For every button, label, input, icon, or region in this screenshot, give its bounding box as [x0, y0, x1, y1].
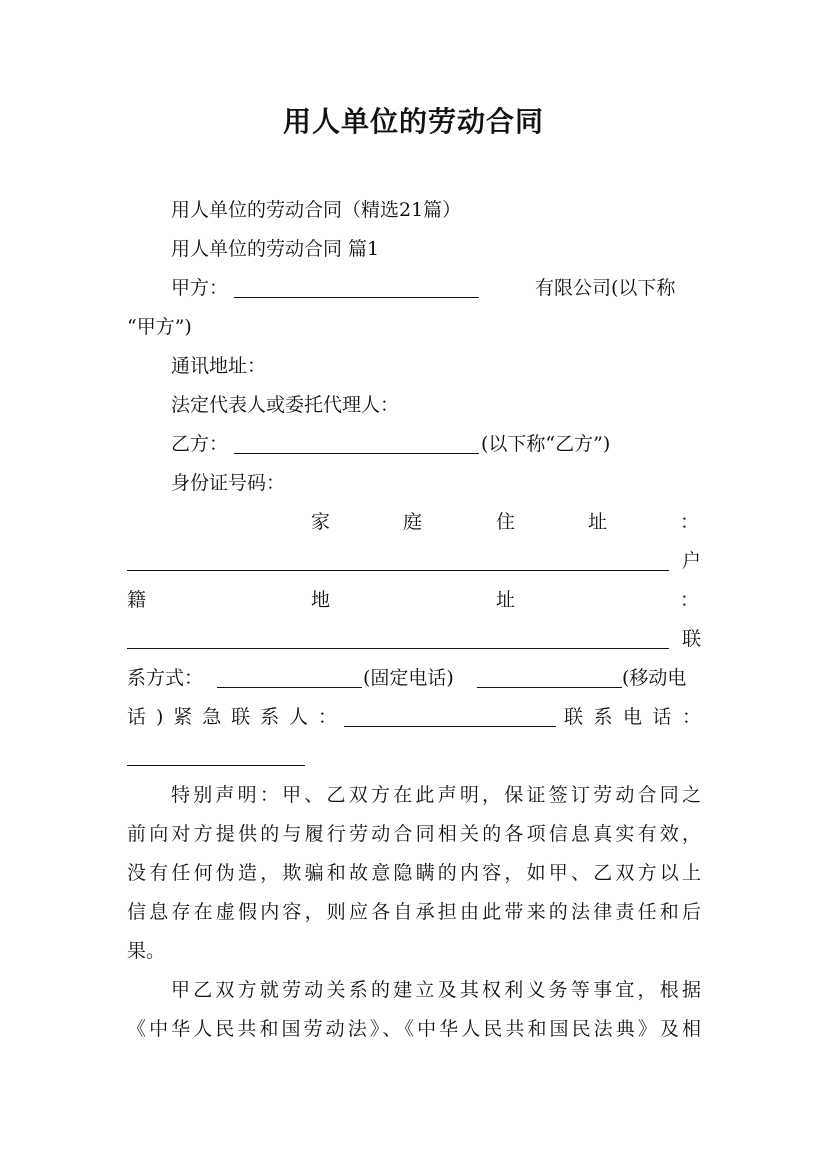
hukou-address-line: 联: [127, 627, 701, 651]
emergency-phone-blank: [127, 746, 305, 766]
fixed-phone-blank: [217, 668, 362, 688]
declaration-line-4: 信息存在虚假内容，则应各自承担由此带来的法律责任和后: [127, 901, 701, 923]
party-b-line: [127, 432, 701, 456]
document-title: 用人单位的劳动合同: [282, 105, 544, 138]
party-a-suffix-cont: “甲方”): [127, 316, 192, 338]
party-a-suffix: 有限公司(以下称: [535, 277, 676, 299]
article-heading: 用人单位的劳动合同 篇1: [171, 238, 380, 260]
hukou-address-blank: [127, 629, 669, 649]
address-label: 通讯地址：: [171, 355, 267, 377]
home-address-line: 户: [127, 549, 701, 573]
subtitle: 用人单位的劳动合同（精选21篇）: [171, 199, 462, 221]
hukou-address-label: 籍 地 址 ：: [127, 589, 700, 611]
party-a-blank: [234, 278, 479, 298]
contact-line-3: [127, 744, 701, 768]
representative-label: 法定代表人或委托代理人：: [171, 394, 400, 416]
emergency-contact-blank: [344, 707, 556, 727]
declaration-line-2: 前向对方提供的与履行劳动合同相关的各项信息真实有效，: [127, 823, 701, 845]
basis-line-2: 《中华人民共和国劳动法》、《中华人民共和国民法典》及相: [127, 1018, 701, 1040]
declaration-line-1: 特别声明：甲、乙双方在此声明，保证签订劳动合同之: [171, 784, 701, 806]
id-number-label: 身份证号码：: [171, 472, 286, 494]
party-b-label: 乙方：: [171, 433, 229, 455]
home-address-label: 家 庭 住 址 ：: [311, 511, 700, 533]
home-address-blank: [127, 551, 669, 571]
basis-line-1: 甲乙双方就劳动关系的建立及其权利义务等事宜，根据: [171, 979, 701, 1001]
declaration-line-3: 没有任何伪造，欺骗和故意隐瞒的内容，如甲、乙双方以上: [127, 862, 701, 884]
contact-line-1: 系方式： (固定电话) (移动电: [127, 667, 687, 689]
party-a-line: [127, 276, 701, 300]
party-b-blank: [234, 434, 479, 454]
party-b-suffix: (以下称“乙方”): [481, 433, 611, 455]
mobile-phone-blank: [477, 668, 622, 688]
declaration-line-5: 果。: [127, 940, 166, 962]
party-a-label: 甲方：: [171, 277, 229, 299]
contact-line-2: 话)紧急联系人： 联系电话：: [127, 706, 701, 728]
